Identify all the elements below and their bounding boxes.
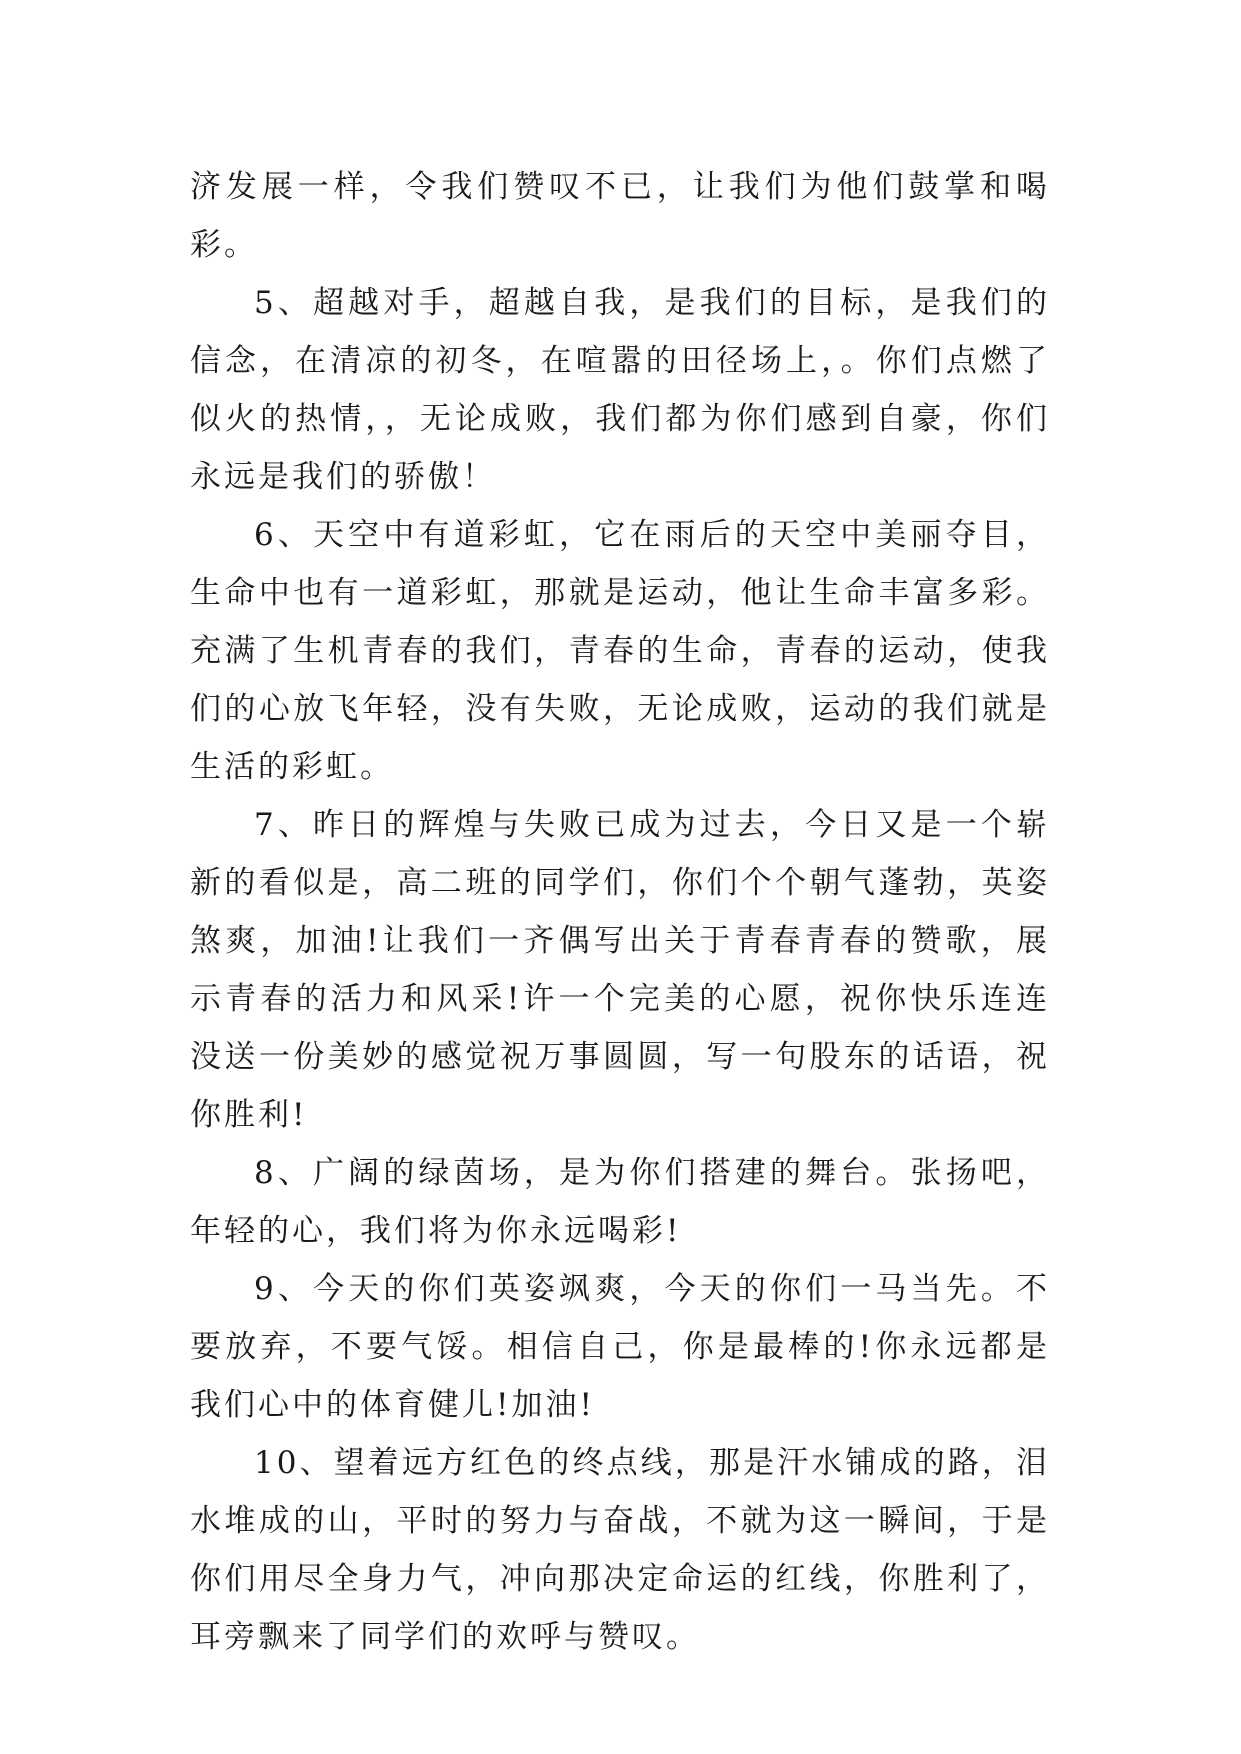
paragraph-8: 8、广阔的绿茵场，是为你们搭建的舞台。张扬吧，年轻的心，我们将为你永远喝彩! xyxy=(190,1155,1050,1249)
paragraph-continued: 济发展一样，令我们赞叹不已，让我们为他们鼓掌和喝彩。 xyxy=(190,169,1050,263)
paragraph-6: 6、天空中有道彩虹，它在雨后的天空中美丽夺目，生命中也有一道彩虹，那就是运动，他让生命丰富多彩。充满了生机青春的我们，青春的生命，青春的运动，使我们的心放飞年轻，没有失败，无论成败，运动的我们就是生活的彩虹。 xyxy=(190,517,1050,785)
paragraph-5: 5、超越对手，超越自我，是我们的目标，是我们的信念，在清凉的初冬，在喧嚣的田径场上，。你们点燃了似火的热情，，无论成败，我们都为你们感到自豪，你们永远是我们的骄傲！ xyxy=(190,285,1050,495)
paragraph-10: 10、望着远方红色的终点线，那是汗水铺成的路，泪水堆成的山，平时的努力与奋战，不就为这一瞬间，于是你们用尽全身力气，冲向那决定命运的红线，你胜利了，耳旁飘来了同学们的欢呼与赞叹。 xyxy=(190,1445,1050,1655)
document-body xyxy=(190,158,1050,1666)
paragraph-9: 9、今天的你们英姿飒爽，今天的你们一马当先。不要放弃，不要气馁。相信自己，你是最棒的!你永远都是我们心中的体育健儿!加油! xyxy=(190,1271,1050,1423)
paragraph-7: 7、昨日的辉煌与失败已成为过去，今日又是一个崭新的看似是，高二班的同学们，你们个个朝气蓬勃，英姿煞爽，加油!让我们一齐偶写出关于青春青春的赞歌，展示青春的活力和风采!许一个完美的心愿，祝你快乐连连没送一份美妙的感觉祝万事圆圆，写一句股东的话语，祝你胜利! xyxy=(190,807,1050,1133)
